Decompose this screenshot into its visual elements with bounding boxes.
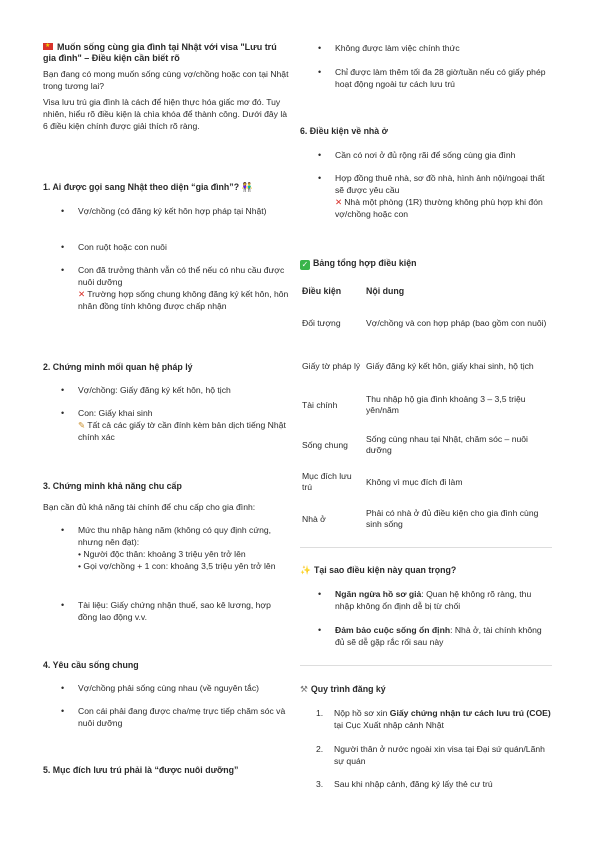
column-header: Nội dung <box>366 285 405 296</box>
section-5-heading: 5. Mục đích lưu trú phải là “được nuôi dưỡng” <box>43 765 239 775</box>
table-row <box>300 298 552 348</box>
list-item: • Vợ/chồng phải sống cùng nhau (về nguyên tắc) <box>43 682 289 694</box>
table-row <box>300 464 552 500</box>
list-item: • Cần có nơi ở đủ rộng rãi để sống cùng gia đình <box>300 149 552 161</box>
table-cell: Giấy đăng ký kết hôn, giấy khai sinh, hộ tịch <box>366 360 534 371</box>
family-icon: 👫 <box>241 182 253 192</box>
table-row <box>300 348 552 384</box>
divider <box>300 665 552 666</box>
tools-icon: ⚒ <box>300 684 308 694</box>
table-cell: Tài chính <box>302 399 338 410</box>
process-step: 2. Người thân ở nước ngoài xin visa tại Đại sứ quán/Lãnh sự quán <box>316 744 545 766</box>
list-item: • Đảm bảo cuộc sống ổn định: Nhà ở, tài chính không đủ sẽ dễ gặp rắc rối sau này <box>300 624 552 648</box>
table-cell: Vợ/chồng và con hợp pháp (bao gồm con nuôi) <box>366 317 547 328</box>
section-3-heading: 3. Chứng minh khả năng chu cấp <box>43 481 182 491</box>
list-item: • Ngăn ngừa hồ sơ giả: Quan hệ không rõ ràng, thu nhập không ổn định dễ bị từ chối <box>300 588 552 612</box>
table-cell: Sống cùng nhau tại Nhật, chăm sóc – nuôi dưỡng <box>366 434 528 455</box>
list-item: • Không được làm việc chính thức <box>300 42 552 54</box>
column-header: Điều kiện <box>302 285 342 296</box>
title-tail: – Điều kiện cần biết rõ <box>81 53 180 63</box>
list-item: • Tài liệu: Giấy chứng nhận thuế, sao kê lương, hợp đồng lao động v.v. <box>43 599 289 623</box>
sparkles-icon: ✨ <box>300 565 311 575</box>
table-row <box>300 384 552 426</box>
divider <box>300 547 552 548</box>
table-cell: Mục đích lưu trú <box>302 471 352 492</box>
list-item: • Con ruột hoặc con nuôi <box>43 241 289 253</box>
cross-mark-icon: ✕ <box>78 289 86 299</box>
japan-flag-icon <box>43 43 53 50</box>
list-item: • Vợ/chồng (có đăng ký kết hôn hợp pháp tại Nhật) <box>43 205 289 217</box>
list-item: • Hợp đồng thuê nhà, sơ đồ nhà, hình ảnh nội/ngoại thất sẽ được yêu cầu ✕ Nhà một phòng (1R) thường không phù hợp khi đón vợ/chồng hoặc con <box>300 172 552 220</box>
list-item: • Chỉ được làm thêm tối đa 28 giờ/tuần nếu có giấy phép hoạt động ngoài tư cách lưu trú <box>300 66 552 90</box>
title-main: Muốn sống cùng gia đình tại Nhật với visa "Lưu trú gia đình" <box>43 42 277 63</box>
section-2-note: Tất cả các giấy tờ cần đính kèm bản dịch tiếng Nhật chính xác <box>78 420 286 442</box>
table-cell: Nhà ở <box>302 513 326 524</box>
section-4-heading: 4. Yêu cầu sống chung <box>43 660 139 670</box>
section-2-heading: 2. Chứng minh mối quan hệ pháp lý <box>43 362 193 372</box>
intro-paragraph: Visa lưu trú gia đình là cách để hiện thực hóa giấc mơ đó. Tuy nhiên, hiểu rõ điều kiện là chìa khóa để thành công. Dưới đây là 6 điều kiện chính được giải thích rõ ràng. <box>43 97 288 131</box>
section-6-note: Nhà một phòng (1R) thường không phù hợp khi đón vợ/chồng hoặc con <box>335 197 543 219</box>
document-title <box>43 42 289 64</box>
list-item: • Vợ/chồng: Giấy đăng ký kết hôn, hộ tịch <box>43 384 289 396</box>
summary-table <box>300 284 552 538</box>
table-cell: Phải có nhà ở đủ điều kiện cho gia đình cùng sinh sống <box>366 508 539 529</box>
summary-heading: ✓ Bảng tổng hợp điều kiện <box>301 258 417 269</box>
cross-mark-icon: ✕ <box>335 197 343 207</box>
list-item: • Con đã trưởng thành vẫn có thể nếu có nhu cầu được nuôi dưỡng ✕ Trường hợp sống chung không đăng ký kết hôn, hôn nhân đồng tính không được chấp nhận <box>43 264 289 312</box>
memo-icon: ✎ <box>78 420 86 430</box>
list-item: • Con cái phải đang được cha/mẹ trực tiếp chăm sóc và nuôi dưỡng <box>43 705 289 729</box>
process-step: 1. Nộp hồ sơ xin Giấy chứng nhận tư cách lưu trú (COE) tại Cục Xuất nhập cảnh Nhật <box>316 708 551 730</box>
section-6-heading: 6. Điều kiện về nhà ở <box>300 126 388 136</box>
list-item: • Con: Giấy khai sinh ✎ Tất cả các giấy tờ cần đính kèm bản dịch tiếng Nhật chính xác <box>43 407 289 443</box>
table-cell: Thu nhập hộ gia đình khoảng 3 – 3,5 triệu yên/năm <box>366 394 526 415</box>
section-1-heading: 1. Ai được gọi sang Nhật theo diện “gia đình”? 👫 <box>43 182 253 192</box>
process-step: 3. Sau khi nhập cảnh, đăng ký lấy thẻ cư trú <box>316 779 493 789</box>
table-header-row <box>300 284 552 298</box>
table-row <box>300 426 552 464</box>
intro-question: Bạn đang có mong muốn sống cùng vợ/chồng hoặc con tại Nhật trong tương lai? <box>43 69 289 91</box>
table-cell: Không vì mục đích đi làm <box>366 476 463 487</box>
section-1-note: Trường hợp sống chung không đăng ký kết hôn, hôn nhân đồng tính không được chấp nhận <box>78 289 289 311</box>
list-item: • Mức thu nhập hàng năm (không có quy định cứng, nhưng nên đạt): • Người độc thân: khoảng 3 triệu yên trở lên • Gọi vợ/chồng + 1 con: khoảng 3,5 triệu yên trở lên <box>43 524 289 572</box>
table-cell: Đối tượng <box>302 317 341 328</box>
table-cell: Giấy tờ pháp lý <box>302 360 361 371</box>
check-mark-icon: ✓ <box>301 260 309 269</box>
section-3-intro: Bạn cần đủ khả năng tài chính để chu cấp cho gia đình: <box>43 502 256 512</box>
why-heading: ✨ Tại sao điều kiện này quan trọng? <box>300 565 457 575</box>
table-row <box>300 500 552 538</box>
process-heading: ⚒ Quy trình đăng ký <box>300 684 386 694</box>
table-cell: Sống chung <box>302 439 348 450</box>
